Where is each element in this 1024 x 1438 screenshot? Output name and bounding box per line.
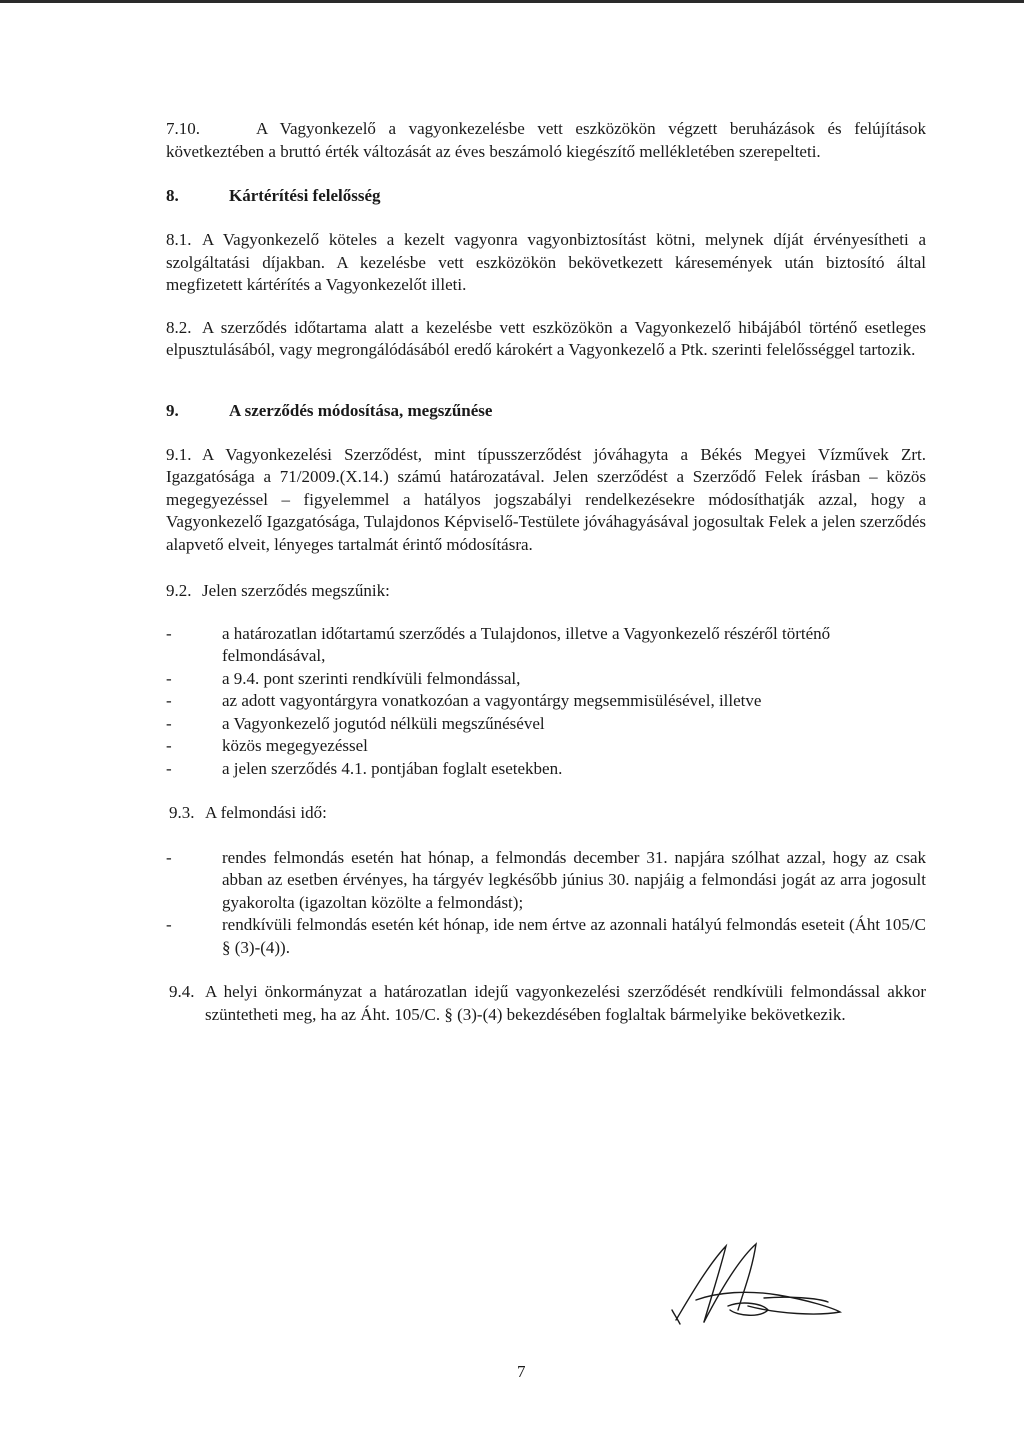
list-item-text: a határozatlan időtartamú szerződés a Tulajdonos, illetve a Vagyonkezelő részéről történő felmondásával, [222, 623, 831, 665]
section-9-heading [166, 400, 926, 422]
section-text: A szerződés időtartama alatt a kezelésbe vett eszközökön a Vagyonkezelő hibájából történő esetleges elpusztulásából, vagy megrongálódásából eredő károkért a Vagyonkezelő a Ptk. szerinti felelősséggel tartozik. [166, 317, 926, 359]
section-9-2 [166, 580, 926, 603]
list-item [166, 847, 926, 915]
list-item [166, 668, 926, 691]
section-text: A Vagyonkezelő a vagyonkezelésbe vett eszközökön végzett beruházások és felújítások következtében a bruttó érték változását az éves beszámoló kiegészítő mellékletében szerepelteti. [166, 119, 926, 161]
list-marker: - [166, 713, 172, 733]
list-item [166, 713, 926, 736]
list-marker: - [166, 758, 172, 778]
section-text: A Vagyonkezelő köteles a kezelt vagyonra vagyonbiztosítást kötni, melynek díját érvényesítheti a szolgáltatási díjakban. A kezelésbe vett eszközökön bekövetkezett káresemények után biztosító által megfizetett kártérítés a Vagyonkezelőt illeti. [166, 230, 926, 294]
document-page [166, 118, 926, 1026]
list-marker: - [166, 691, 172, 710]
section-text: A Vagyonkezelési Szerződést, mint típusszerződést jóváhagyta a Békés Megyei Vízművek Zrt. Igazgatósága a 71/2009.(X.14.) számú határozatával. Jelen szerződést a Szerződő Felek írásban – közös megegyezéssel – figyelemmel a hatályos jogszabályi rendelkezésekre módosíthatják azzal, hogy a Vagyonkezelő Igazgatósága, Tulajdonos Képviselő-Testülete jóváhagyásával jogosultak Felek a jelen szerződés alapvető elveit, lényeges tartalmát érintő módosításra. [166, 444, 926, 554]
list-item-text: rendes felmondás esetén hat hónap, a felmondás december 31. napjára szólhat azzal, hogy az csak abban az esetben érvényes, ha tárgyév legkésőbb június 30. napjáig a felmondási jogát az arra jogosult gyakorolta (igazoltan közölte a felmondást); [222, 847, 926, 912]
section-number: 9.3. [169, 803, 195, 822]
page-number: 7 [517, 1362, 526, 1381]
list-item-text: rendkívüli felmondás esetén két hónap, ide nem értve az azonnali hatályú felmondás eseteit (Áht 105/C § (3)-(4)). [222, 915, 926, 957]
section-text: A felmondási idő: [205, 803, 327, 822]
list-item-text: a 9.4. pont szerinti rendkívüli felmondással, [222, 668, 521, 688]
section-text: A helyi önkormányzat a határozatlan idejű vagyonkezelési szerződését rendkívüli felmondással akkor szüntetheti meg, ha az Áht. 105/C. § (3)-(4) bekezdésében foglaltak bármelyike bekövetkezik. [205, 982, 926, 1024]
list-marker: - [166, 847, 172, 867]
section-number: 8.1. [166, 230, 192, 249]
heading-title: Kártérítési felelősség [229, 186, 381, 205]
list-item-text: az adott vagyontárgyra vonatkozóan a vagyontárgy megsemmisülésével, illetve [222, 691, 762, 710]
list-item [166, 735, 926, 758]
section-8-2 [166, 317, 926, 362]
list-item [166, 914, 926, 959]
section-8-1 [166, 229, 926, 297]
section-9-3 [166, 802, 926, 825]
section-9-1 [166, 444, 926, 557]
heading-number: 8. [166, 186, 179, 205]
list-marker: - [166, 915, 172, 934]
list-item [166, 690, 926, 713]
list-marker: - [166, 623, 172, 643]
section-9-4 [166, 981, 926, 1026]
section-number: 7.10. [166, 119, 200, 138]
list-item-text: a jelen szerződés 4.1. pontjában foglalt esetekben. [222, 758, 563, 778]
list-item [166, 758, 926, 781]
section-number: 9.1. [166, 444, 192, 464]
notice-period-list [166, 847, 926, 960]
section-number: 9.4. [169, 982, 195, 1001]
signature-image [668, 1240, 848, 1328]
section-8-heading [166, 185, 926, 207]
list-item-text: a Vagyonkezelő jogutód nélküli megszűnésével [222, 713, 545, 733]
list-marker: - [166, 668, 172, 688]
list-item [166, 623, 926, 668]
termination-list [166, 623, 926, 781]
scan-top-edge [0, 0, 1024, 3]
heading-number: 9. [166, 400, 179, 420]
section-number: 9.2. [166, 581, 192, 600]
heading-title: A szerződés módosítása, megszűnése [229, 400, 493, 420]
section-number: 8.2. [166, 317, 192, 337]
section-7-10 [166, 118, 926, 163]
section-text: Jelen szerződés megszűnik: [202, 581, 390, 600]
list-marker: - [166, 736, 172, 755]
list-item-text: közös megegyezéssel [222, 736, 368, 755]
